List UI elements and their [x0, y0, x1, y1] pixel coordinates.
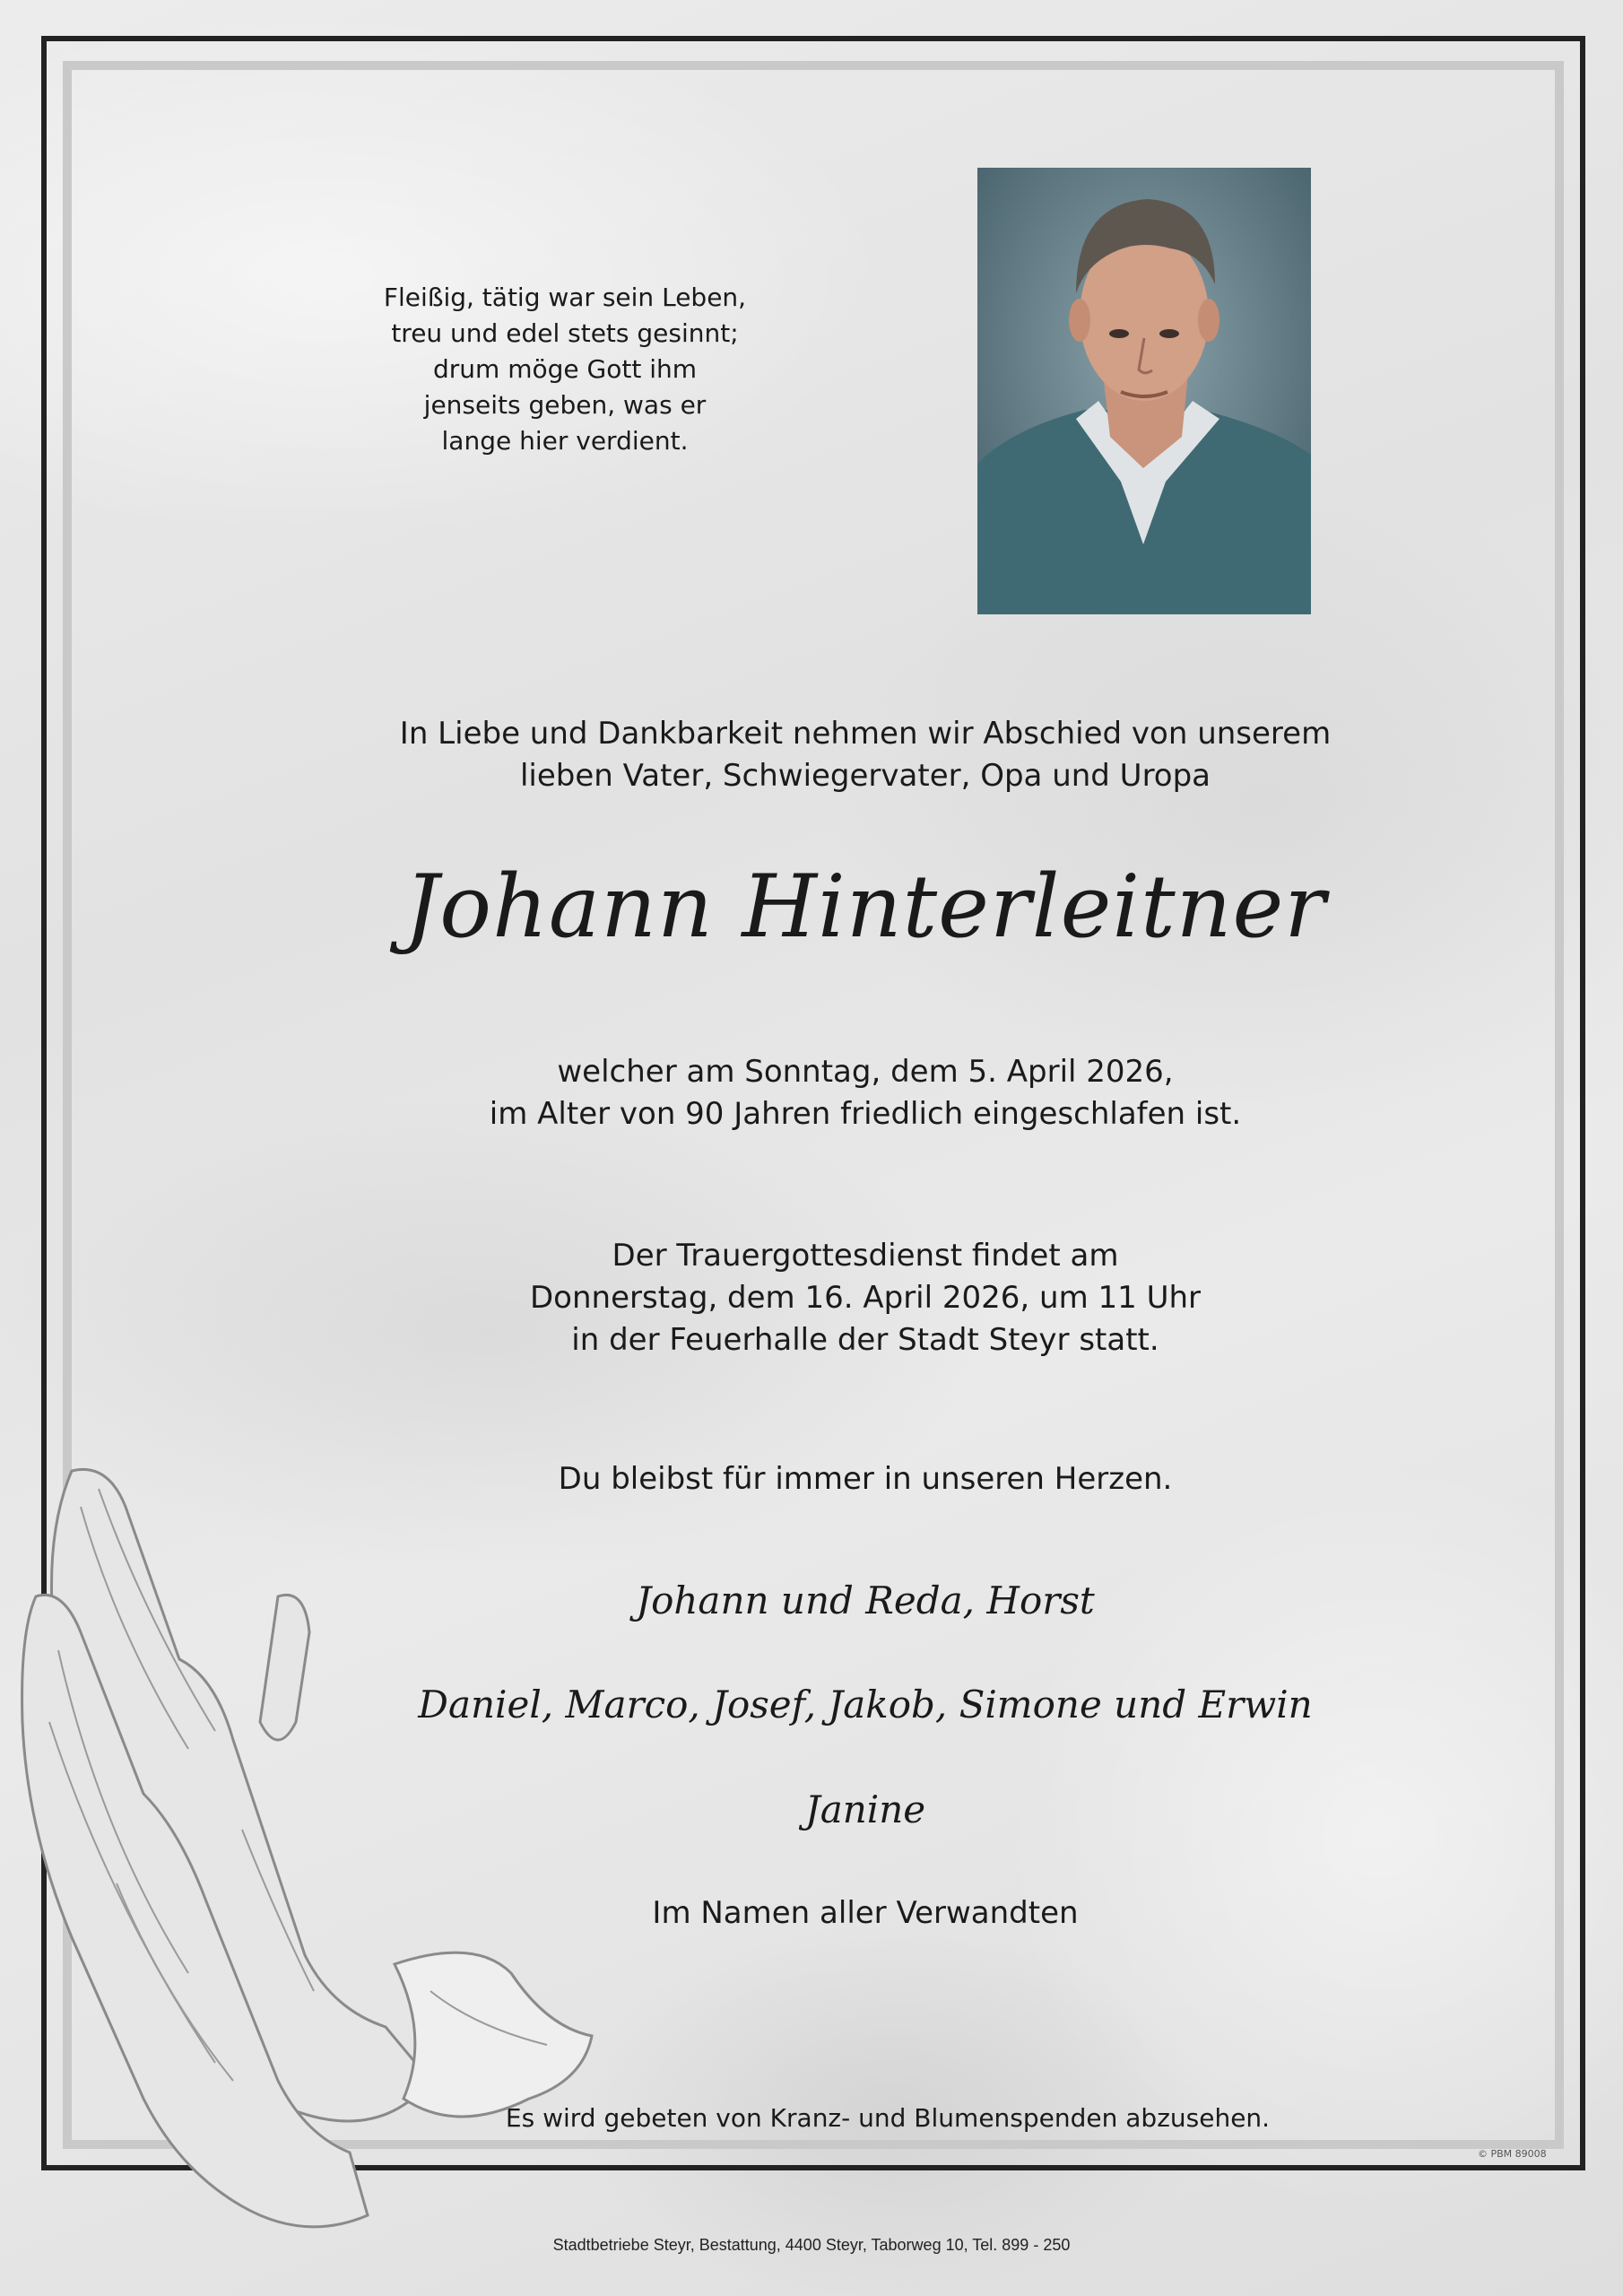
- intro-line: lieben Vater, Schwiegervater, Opa und Uropa: [519, 758, 1211, 794]
- intro-line: In Liebe und Dankbarkeit nehmen wir Abschied von unserem: [399, 716, 1332, 752]
- service-line: Der Trauergottesdienst findet am: [612, 1238, 1119, 1274]
- service-info: [359, 1235, 1372, 1361]
- donation-request: Es wird gebeten von Kranz- und Blumenspenden abzusehen.: [505, 2103, 1271, 2133]
- poem-line: treu und edel stets gesinnt;: [391, 318, 739, 348]
- service-line: Donnerstag, dem 16. April 2026, um 11 Uhr: [530, 1280, 1201, 1316]
- death-line: im Alter von 90 Jahren friedlich eingeschlafen ist.: [489, 1096, 1242, 1132]
- poem-line: Fleißig, tätig war sein Leben,: [383, 283, 747, 312]
- death-notice: [359, 1051, 1372, 1135]
- family-line: Janine: [804, 1787, 926, 1831]
- praying-hands-icon: [9, 1453, 619, 2264]
- poem: [359, 280, 771, 459]
- poem-line: drum möge Gott ihm: [433, 354, 697, 384]
- deceased-name: Johann Hinterleitner: [404, 857, 1327, 957]
- death-line: welcher am Sonntag, dem 5. April 2026,: [557, 1054, 1174, 1090]
- closing-line: Du bleibst für immer in unseren Herzen.: [558, 1461, 1173, 1497]
- service-line: in der Feuerhalle der Stadt Steyr statt.: [571, 1322, 1159, 1358]
- intro-text: [359, 713, 1372, 797]
- poem-line: jenseits geben, was er: [423, 390, 707, 420]
- family-line: Johann und Reda, Horst: [636, 1578, 1095, 1622]
- poem-line: lange hier verdient.: [441, 426, 689, 456]
- footer-address: Stadtbetriebe Steyr, Bestattung, 4400 Steyr, Taborweg 10, Tel. 899 - 250: [552, 2236, 1071, 2254]
- print-code: © PBM 89008: [1478, 2148, 1547, 2160]
- portrait-photo: [977, 168, 1311, 614]
- relatives-line: Im Namen aller Verwandten: [652, 1895, 1079, 1931]
- family-line: Daniel, Marco, Josef, Jakob, Simone und Erwin: [418, 1683, 1313, 1726]
